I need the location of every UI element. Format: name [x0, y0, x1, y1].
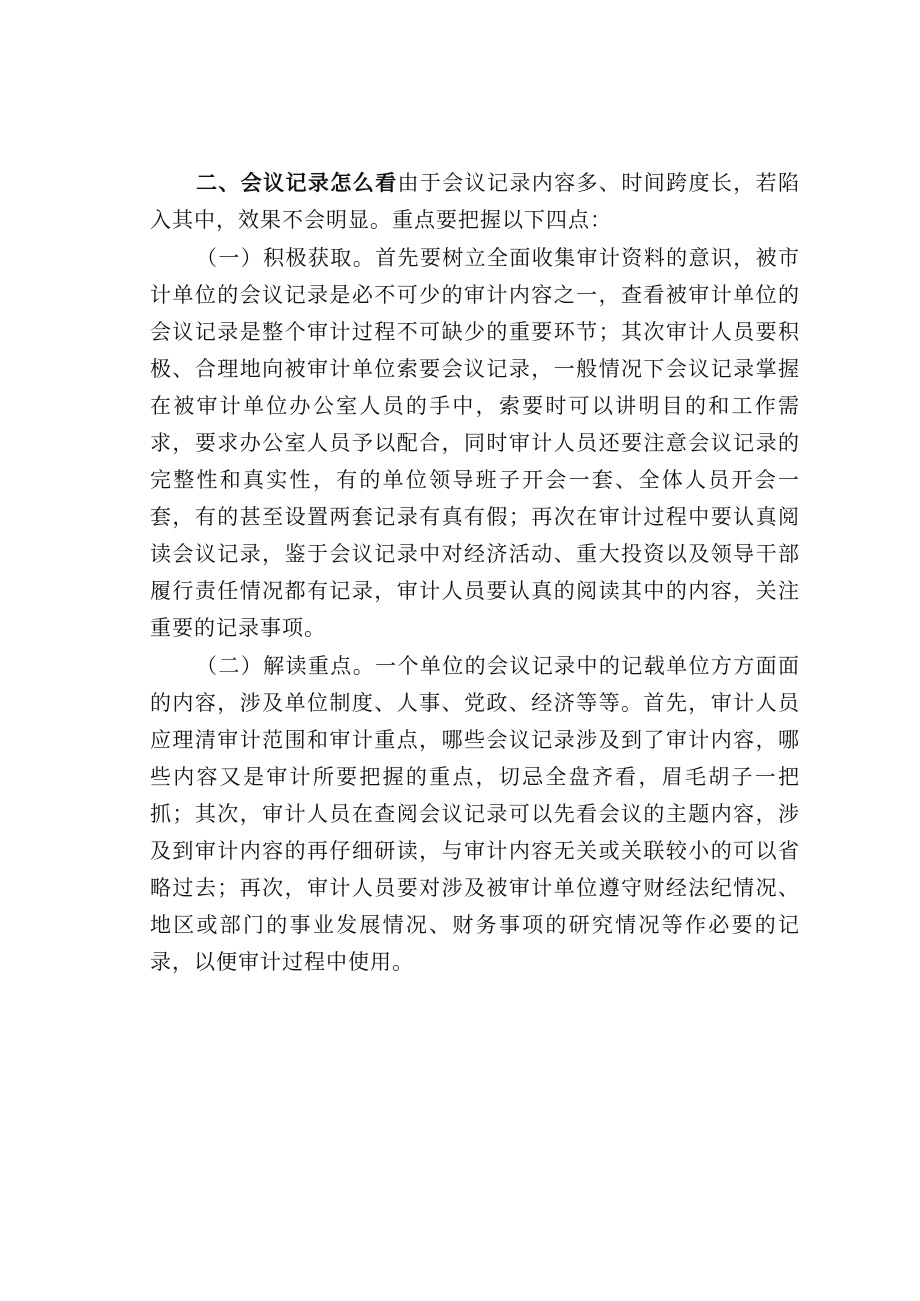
- section-intro-text: 由于会议记录内容多、时间跨度长，若陷入其中，效果不会明显。重点要把握以下四点：: [150, 171, 801, 232]
- document-body: [150, 165, 800, 982]
- paragraph-interpret-key-points: （二）解读重点。一个单位的会议记录中的记载单位方方面面的内容，涉及单位制度、人事、党政、经济等等。首先，审计人员应理清审计范围和审计重点，哪些会议记录涉及到了审计内容，哪些内容又是审计所要把握的重点，切忌全盘齐看，眉毛胡子一把抓；其次，审计人员在查阅会议记录可以先看会议的主题内容，涉及到审计内容的再仔细研读，与审计内容无关或关联较小的可以省略过去；再次，审计人员要对涉及被审计单位遵守财经法纪情况、地区或部门的事业发展情况、财务事项的研究情况等作必要的记录，以便审计过程中使用。: [150, 654, 800, 974]
- section-intro-paragraph: [150, 165, 800, 239]
- section-heading: 二、会议记录怎么看: [196, 171, 398, 195]
- paragraph-active-acquisition: （一）积极获取。首先要树立全面收集审计资料的意识，被市计单位的会议记录是必不可少的审计内容之一，查看被审计单位的会议记录是整个审计过程不可缺少的重要环节；其次审计人员要积极、合理地向被审计单位索要会议记录，一般情况下会议记录掌握在被审计单位办公室人员的手中，索要时可以讲明目的和工作需求，要求办公室人员予以配合，同时审计人员还要注意会议记录的完整性和真实性，有的单位领导班子开会一套、全体人员开会一套，有的甚至设置两套记录有真有假；再次在审计过程中要认真阅读会议记录，鉴于会议记录中对经济活动、重大投资以及领导干部履行责任情况都有记录，审计人员要认真的阅读其中的内容，关注重要的记录事项。: [150, 246, 800, 640]
